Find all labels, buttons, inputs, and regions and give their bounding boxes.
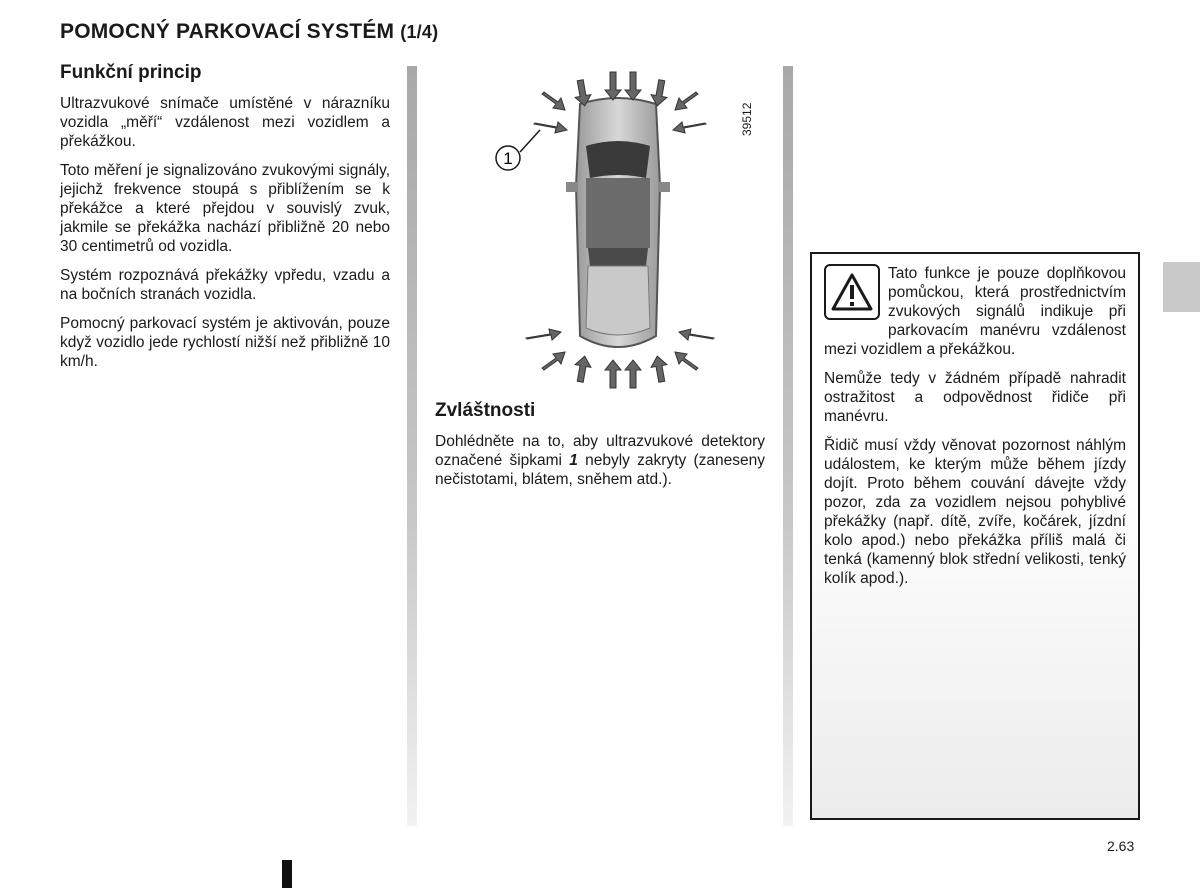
callout-number: 1 [503,149,513,168]
warning-triangle-icon [824,264,880,320]
reference-number: 1 [569,452,578,469]
paragraph: Systém rozpoznává překážky vpředu, vzadu a na bočních stranách vozidla. [60,267,390,303]
warning-paragraph: Řidič musí vždy věnovat pozornost náhlým událostem, ke kterým může během jízdy dojít. Proto během couvání dávejte vždy pozor, zda za vozidlem nejsou pohyblivé překážky (např. dítě, zvíře, kočárek, jízdní kolo apod.) nebo překážka příliš malá či tenká (kamenný blok střední velikosti, tenký kolík apod.). [824,437,1126,587]
text-fragment: nebyly zakryty (zaneseny nečistotami, blátem, sněhem atd.). [435,452,766,488]
paragraph [435,432,765,489]
car-sensor-illustration [470,66,770,396]
crop-mark [282,860,292,888]
car-top-view-diagram [470,66,770,396]
left-column [60,62,390,381]
text-fragment: Dohlédněte na to, aby ultrazvukové detektory označené šipkami [435,433,765,469]
column-divider [407,66,417,826]
middle-column [435,400,765,499]
paragraph: Toto měření je signalizováno zvukovými signály, jejichž frekvence stoupá s přiblížením se k překážce a které přejdou v souvislý zvuk, jakmile se překážka nachází přibližně 20 nebo 30 centimetrů od vozidla. [60,162,390,255]
figure-code: 39512 [740,102,754,136]
section-heading-principle: Funkční princip [60,62,202,83]
page-part: (1/4) [400,22,439,42]
paragraph: Ultrazvukové snímače umístěné v nárazníku vozidla „měří“ vzdálenost mezi vozidlem a překážkou. [60,95,390,150]
paragraph: Pomocný parkovací systém je aktivován, pouze když vozidlo jede rychlostí nižší než přibližně 10 km/h. [60,315,390,370]
page-title-text: POMOCNÝ PARKOVACÍ SYSTÉM [60,20,395,43]
warning-paragraph: Tato funkce je pouze doplňkovou pomůckou, která prostřednictvím zvukových signálů indikuje při parkovacím manévru vzdálenost mezi vozidlem a překážkou. [824,265,1126,358]
warning-box [810,252,1140,820]
column-divider [783,66,793,826]
section-heading-specifics: Zvláštnosti [435,400,536,421]
page-number: 2.63 [1107,838,1135,854]
warning-paragraph: Nemůže tedy v žádném případě nahradit ostražitost a odpovědnost řidiče při manévru. [824,370,1126,425]
page-title [60,20,438,44]
chapter-tab [1163,262,1200,312]
